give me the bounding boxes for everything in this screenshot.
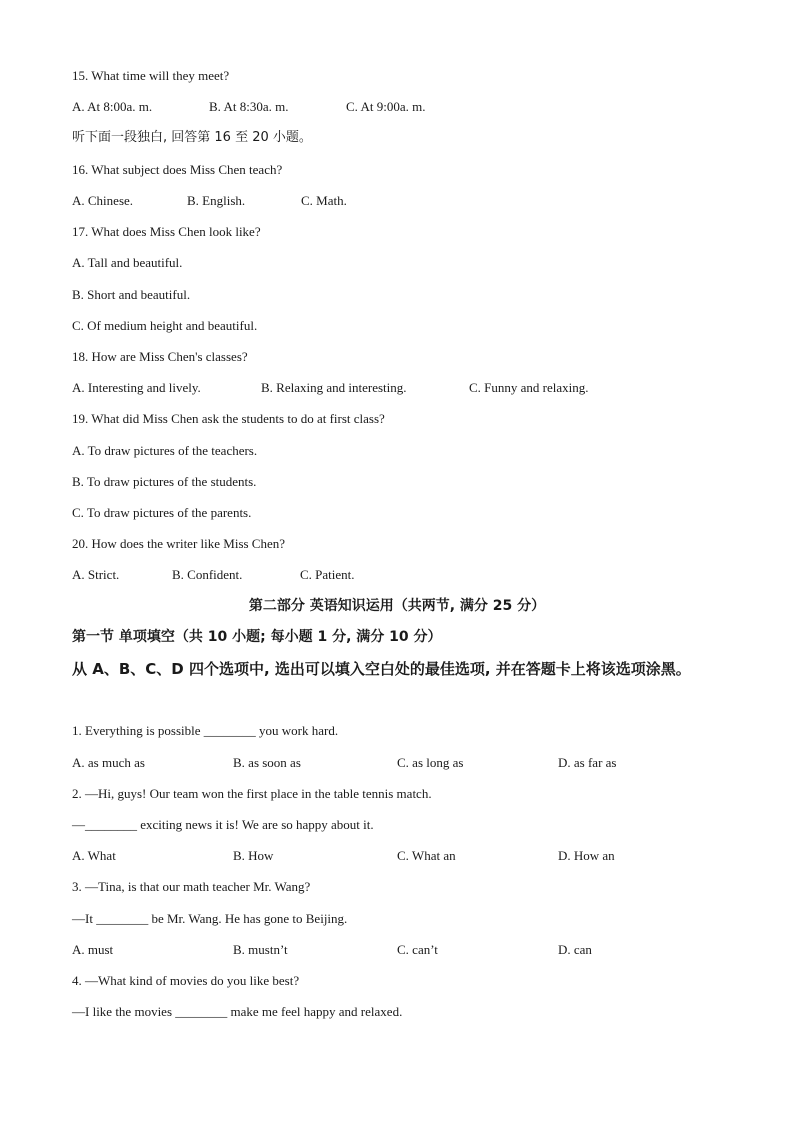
question-20-option-a: A. Strict. [72,567,120,582]
question-19-stem: 19. What did Miss Chen ask the students to do at first class? [72,411,385,426]
question-17-option-c: C. Of medium height and beautiful. [72,318,258,333]
question-19-option-c: C. To draw pictures of the parents. [72,505,252,520]
section-instruction: 从 A、B、C、D 四个选项中, 选出可以填入空白处的最佳选项, 并在答题卡上将该选项涂黑。 [72,660,691,678]
question-16-option-c: C. Math. [301,193,347,208]
mc-question-3-option-b: B. mustn’t [233,942,288,957]
mc-question-2-option-b: B. How [233,848,274,863]
question-20-option-c: C. Patient. [300,567,355,582]
mc-question-3-option-a: A. must [72,942,114,957]
mc-question-1-option-d: D. as far as [558,755,617,770]
question-17-option-a: A. Tall and beautiful. [72,255,183,270]
question-20-option-b: B. Confident. [172,567,243,582]
question-15-option-c: C. At 9:00a. m. [346,99,426,114]
mc-question-2-option-c: C. What an [397,848,456,863]
question-16-option-b: B. English. [187,193,246,208]
mc-question-2-option-a: A. What [72,848,116,863]
section-one-title: 第一节 单项填空（共 10 小题; 每小题 1 分, 满分 10 分） [72,629,442,645]
question-15-option-a: A. At 8:00a. m. [72,99,153,114]
question-17-option-b: B. Short and beautiful. [72,287,191,302]
question-16-stem: 16. What subject does Miss Chen teach? [72,162,283,177]
mc-question-4-line-2: —I like the movies ________ make me feel happy and relaxed. [72,1004,403,1019]
question-20-stem: 20. How does the writer like Miss Chen? [72,536,286,551]
mc-question-2-line-1: 2. —Hi, guys! Our team won the first place in the table tennis match. [72,786,432,801]
mc-question-1-option-a: A. as much as [72,755,145,770]
monologue-intro: 听下面一段独白, 回答第 16 至 20 小题。 [72,130,312,145]
mc-question-3-line-1: 3. —Tina, is that our math teacher Mr. Wang? [72,879,311,894]
question-18-option-b: B. Relaxing and interesting. [261,380,407,395]
question-19-option-b: B. To draw pictures of the students. [72,474,257,489]
question-18-stem: 18. How are Miss Chen's classes? [72,349,248,364]
mc-question-1-option-c: C. as long as [397,755,464,770]
question-15-stem: 15. What time will they meet? [72,68,230,83]
mc-question-3-line-2: —It ________ be Mr. Wang. He has gone to Beijing. [72,911,348,926]
mc-question-1-stem: 1. Everything is possible ________ you work hard. [72,723,339,738]
mc-question-2-line-2: —________ exciting news it is! We are so happy about it. [72,817,374,832]
question-18-option-a: A. Interesting and lively. [72,380,201,395]
question-19-option-a: A. To draw pictures of the teachers. [72,443,258,458]
mc-question-3-option-c: C. can’t [397,942,438,957]
question-17-stem: 17. What does Miss Chen look like? [72,224,261,239]
question-16-option-a: A. Chinese. [72,193,134,208]
question-18-option-c: C. Funny and relaxing. [469,380,589,395]
mc-question-3-option-d: D. can [558,942,592,957]
mc-question-2-option-d: D. How an [558,848,615,863]
question-15-option-b: B. At 8:30a. m. [209,99,289,114]
mc-question-4-line-1: 4. —What kind of movies do you like best? [72,973,300,988]
part-two-title: 第二部分 英语知识运用（共两节, 满分 25 分） [248,598,546,614]
mc-question-1-option-b: B. as soon as [233,755,301,770]
